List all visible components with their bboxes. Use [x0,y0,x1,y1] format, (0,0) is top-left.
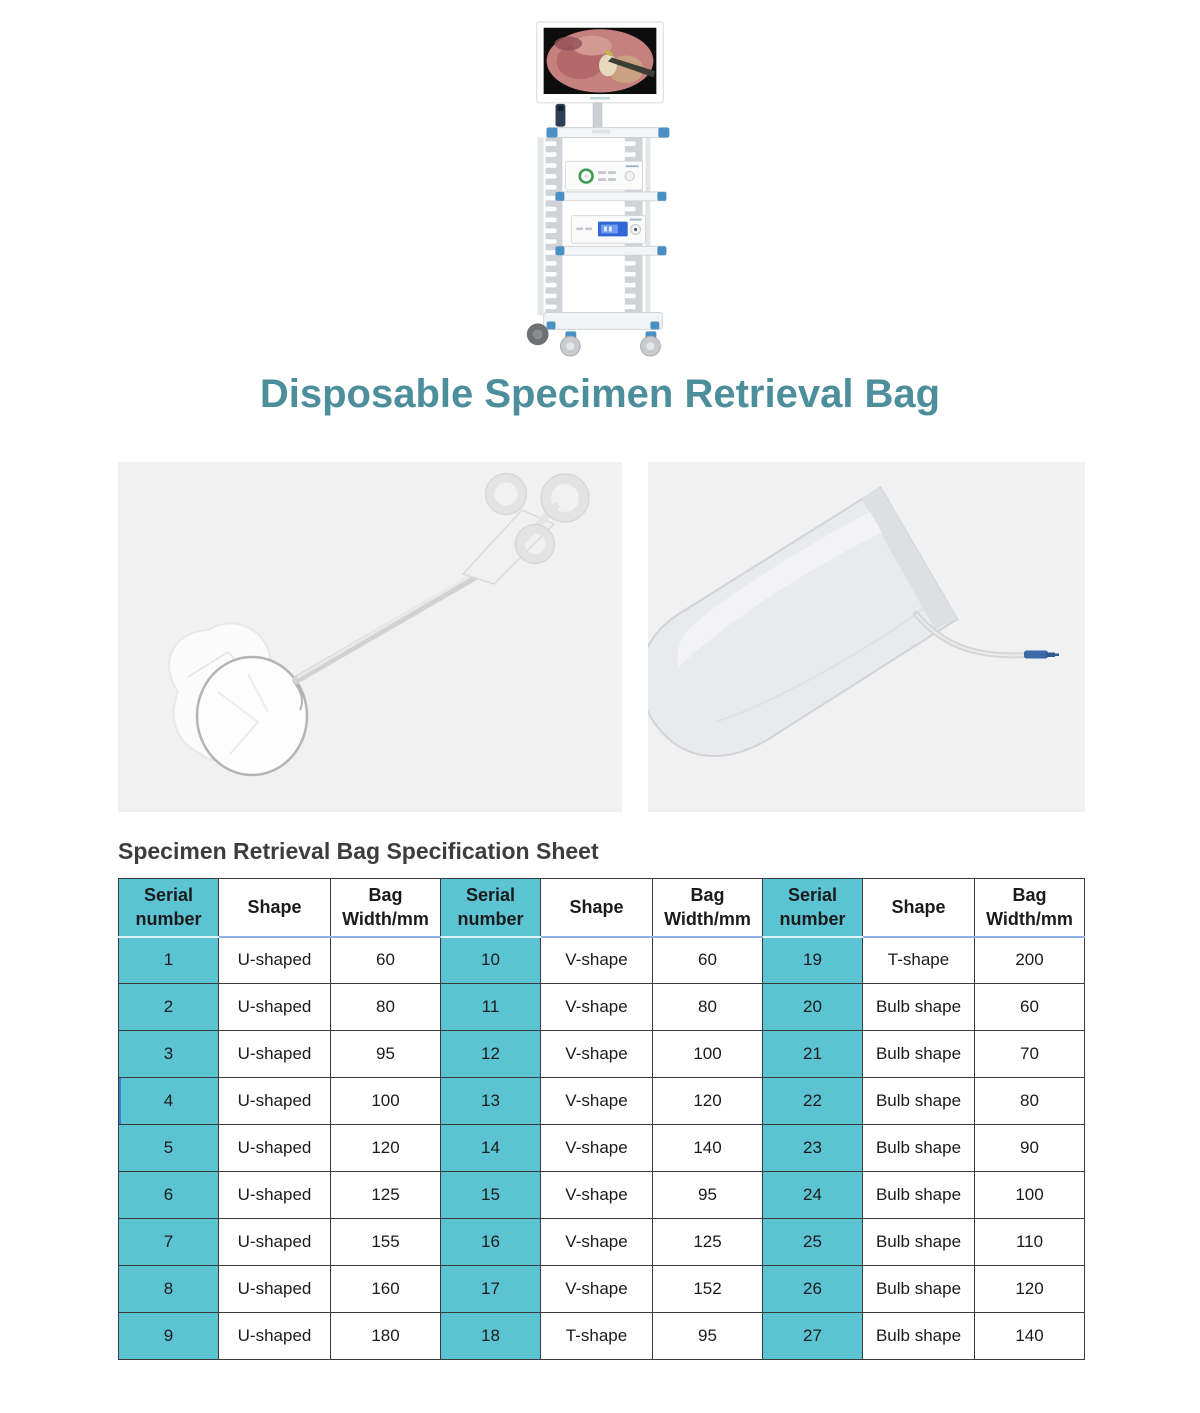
table-row [119,984,1085,1031]
bag-body [648,481,965,792]
cell-bag-width: 120 [653,1078,763,1125]
cell-serial-number: 3 [119,1031,219,1078]
cell-serial-number: 13 [441,1078,541,1125]
cell-serial-number: 14 [441,1125,541,1172]
cell-bag-width: 125 [331,1172,441,1219]
cell-shape: V-shape [541,1266,653,1313]
cell-serial-number: 27 [763,1313,863,1360]
cell-shape: Bulb shape [863,1266,975,1313]
cell-serial-number: 2 [119,984,219,1031]
cell-shape: U-shaped [219,1313,331,1360]
table-row [119,1125,1085,1172]
cell-serial-number: 6 [119,1172,219,1219]
cell-shape: U-shaped [219,1078,331,1125]
cell-bag-width: 70 [975,1031,1085,1078]
cell-serial-number: 15 [441,1172,541,1219]
product-image-bag [648,462,1085,812]
header-shape: Shape [863,879,975,937]
page-title: Disposable Specimen Retrieval Bag [259,372,941,416]
cell-serial-number: 12 [441,1031,541,1078]
cell-serial-number: 21 [763,1031,863,1078]
cart-post [538,138,544,316]
cell-bag-width: 155 [331,1219,441,1266]
header-serial-number: Serial number [441,879,541,937]
cell-serial-number: 7 [119,1219,219,1266]
introducer-shaft [296,568,486,680]
cell-serial-number: 23 [763,1125,863,1172]
spec-table [118,878,1085,1360]
cell-shape: U-shaped [219,937,331,984]
cell-bag-width: 200 [975,937,1085,984]
bag-with-introducer-image [118,462,622,812]
monitor-logo [590,97,610,99]
cell-bag-width: 180 [331,1313,441,1360]
table-row [119,937,1085,984]
header-serial-number: Serial number [119,879,219,937]
cell-serial-number: 4 [119,1078,219,1125]
cell-bag-width: 125 [653,1219,763,1266]
header-bag-width: Bag Width/mm [331,879,441,937]
cell-shape: U-shaped [219,984,331,1031]
cell-shape: Bulb shape [863,1078,975,1125]
cell-serial-number: 16 [441,1219,541,1266]
table-row [119,1172,1085,1219]
cell-serial-number: 25 [763,1219,863,1266]
spec-table-head-row [119,879,1085,937]
table-row [119,1078,1085,1125]
cell-bag-width: 95 [653,1313,763,1360]
cell-serial-number: 18 [441,1313,541,1360]
cell-serial-number: 20 [763,984,863,1031]
cell-shape: U-shaped [219,1172,331,1219]
bag-hoop [197,657,307,775]
cell-serial-number: 11 [441,984,541,1031]
cell-bag-width: 60 [331,937,441,984]
header-bag-width: Bag Width/mm [975,879,1085,937]
header-shape: Shape [219,879,331,937]
cell-bag-width: 100 [331,1078,441,1125]
cell-serial-number: 26 [763,1266,863,1313]
caster-wheel [641,331,661,356]
cell-serial-number: 22 [763,1078,863,1125]
endoscopy-tower-image [480,8,720,360]
spec-table-body [119,937,1085,1360]
cell-shape: T-shape [863,937,975,984]
header-bag-width: Bag Width/mm [653,879,763,937]
shelf [556,192,667,201]
hero-image-wrap [0,0,1200,360]
cell-shape: Bulb shape [863,1125,975,1172]
header-serial-number: Serial number [763,879,863,937]
cell-shape: V-shape [541,1125,653,1172]
cell-shape: V-shape [541,984,653,1031]
table-row [119,1266,1085,1313]
cell-bag-width: 100 [975,1172,1085,1219]
camera-control-unit [565,161,642,190]
cell-shape: Bulb shape [863,1031,975,1078]
monitor-pole [593,103,602,131]
cell-bag-width: 160 [331,1266,441,1313]
cell-bag-width: 152 [653,1266,763,1313]
cell-serial-number: 24 [763,1172,863,1219]
cell-shape: Bulb shape [863,1172,975,1219]
cell-shape: U-shaped [219,1219,331,1266]
cell-bag-width: 140 [653,1125,763,1172]
cell-bag-width: 80 [331,984,441,1031]
cell-bag-width: 110 [975,1219,1085,1266]
cell-bag-width: 95 [331,1031,441,1078]
cell-serial-number: 1 [119,937,219,984]
cell-bag-width: 90 [975,1125,1085,1172]
cell-bag-width: 60 [975,984,1085,1031]
cell-shape: V-shape [541,1219,653,1266]
cell-shape: V-shape [541,1031,653,1078]
insufflator-unit [571,216,645,244]
cart-post [645,138,650,316]
cell-shape: T-shape [541,1313,653,1360]
cell-shape: U-shaped [219,1266,331,1313]
section-heading: Specimen Retrieval Bag Specification Sheet [118,838,599,864]
cell-shape: U-shaped [219,1125,331,1172]
cell-shape: Bulb shape [863,984,975,1031]
cell-serial-number: 9 [119,1313,219,1360]
cell-serial-number: 17 [441,1266,541,1313]
header-shape: Shape [541,879,653,937]
cell-serial-number: 8 [119,1266,219,1313]
cell-shape: V-shape [541,1078,653,1125]
slotted-rail [546,138,563,316]
cell-shape: Bulb shape [863,1313,975,1360]
product-gallery [118,462,1085,812]
cart-base [544,313,663,330]
shelf [556,246,667,255]
cell-bag-width: 95 [653,1172,763,1219]
bottom-spacer [0,1360,1200,1412]
cell-serial-number: 19 [763,937,863,984]
cell-bag-width: 60 [653,937,763,984]
cell-shape: Bulb shape [863,1219,975,1266]
cell-shape: V-shape [541,937,653,984]
specimen-bag-image [648,462,1085,812]
blue-connector [1024,651,1059,659]
table-row [119,1031,1085,1078]
cell-bag-width: 100 [653,1031,763,1078]
cell-serial-number: 10 [441,937,541,984]
cell-bag-width: 120 [331,1125,441,1172]
cell-shape: V-shape [541,1172,653,1219]
product-image-introducer [118,462,622,812]
cell-bag-width: 80 [653,984,763,1031]
table-row [119,1219,1085,1266]
caster-wheel [560,331,580,356]
ring-handle [463,474,589,585]
cell-bag-width: 120 [975,1266,1085,1313]
cell-serial-number: 5 [119,1125,219,1172]
cell-bag-width: 140 [975,1313,1085,1360]
table-row [119,1313,1085,1360]
cell-shape: U-shaped [219,1031,331,1078]
cell-bag-width: 80 [975,1078,1085,1125]
